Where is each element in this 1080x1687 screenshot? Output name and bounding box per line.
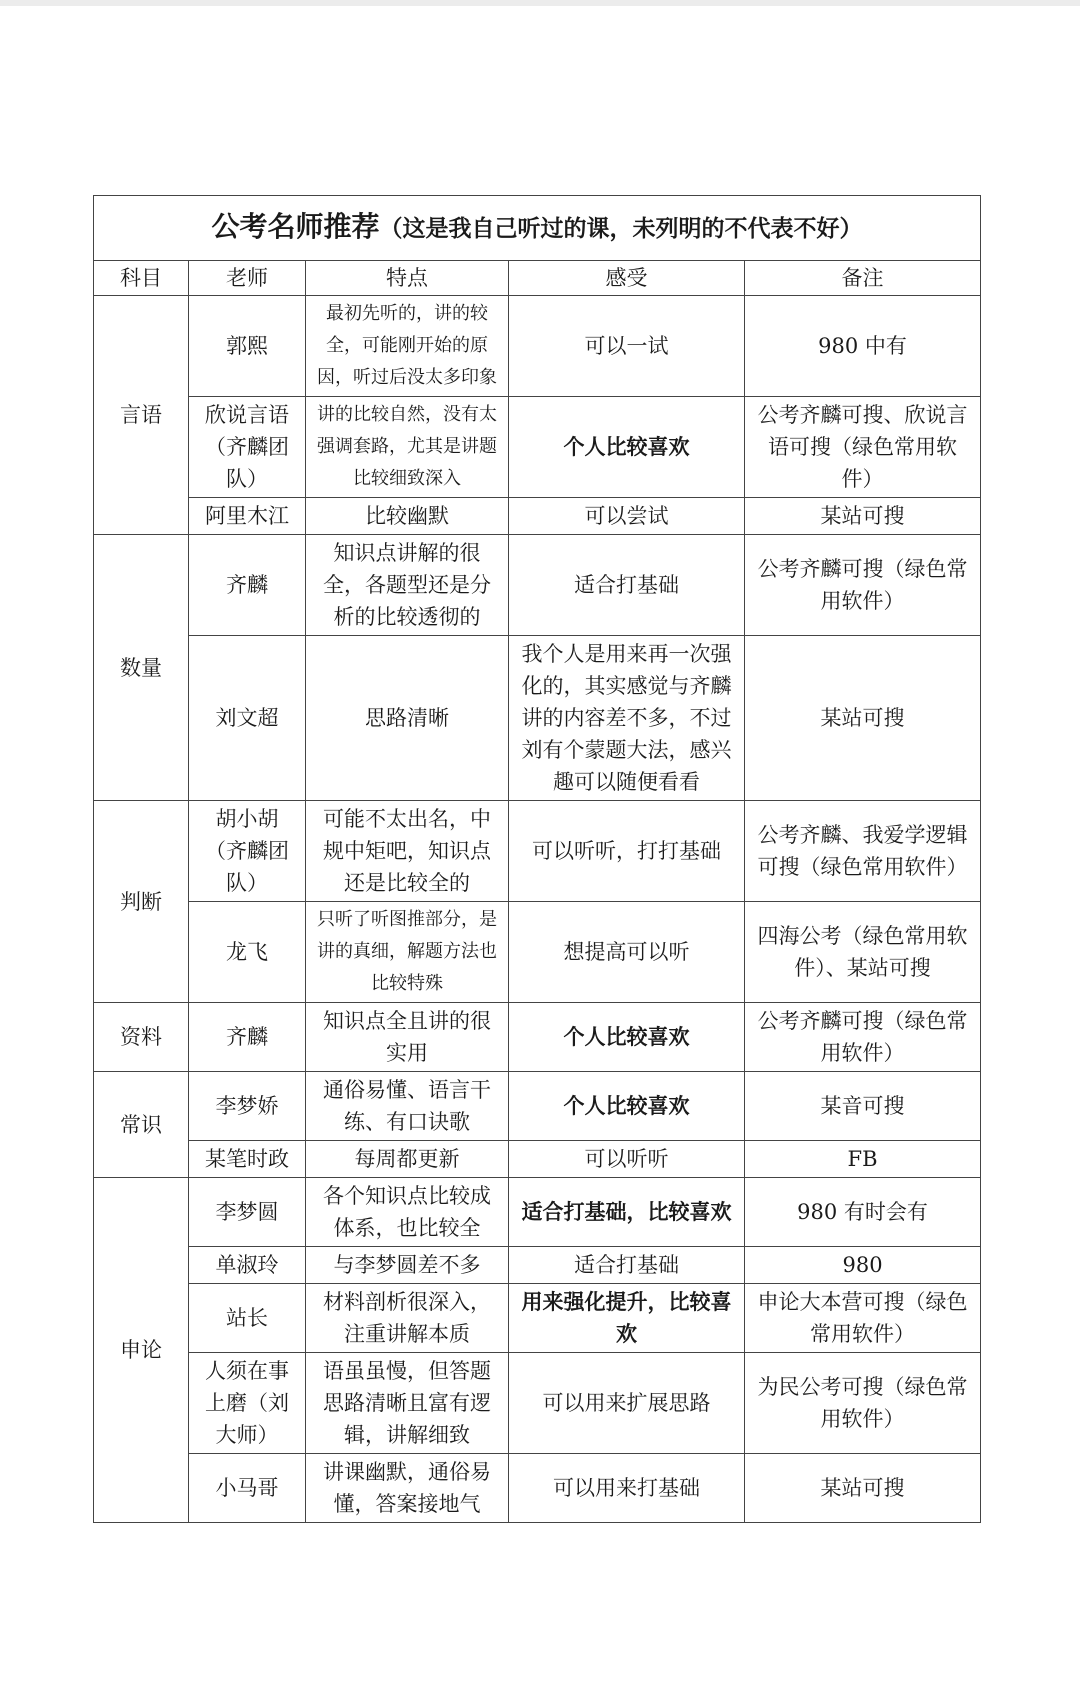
table-row (94, 1072, 981, 1141)
title-subtitle: （这是我自己听过的课，未列明的不代表不好） (379, 216, 863, 242)
feeling-cell: 可以听听 (509, 1141, 745, 1178)
feeling-cell: 用来强化提升，比较喜欢 (509, 1284, 745, 1353)
subject-cell-changshi: 常识 (94, 1072, 189, 1178)
table-row (94, 535, 981, 636)
note-cell: 为民公考可搜（绿色常用软件） (745, 1353, 981, 1454)
feature-cell: 各个知识点比较成体系，也比较全 (306, 1178, 509, 1247)
table-row (94, 902, 981, 1003)
note-cell: 某站可搜 (745, 1454, 981, 1523)
table-row (94, 1003, 981, 1072)
feature-cell: 每周都更新 (306, 1141, 509, 1178)
table-row (94, 1141, 981, 1178)
feature-cell: 通俗易懂、语言干练、有口诀歌 (306, 1072, 509, 1141)
feeling-cell: 我个人是用来再一次强化的，其实感觉与齐麟讲的内容差不多，不过刘有个蒙题大法，感兴趣可以随便看看 (509, 636, 745, 801)
feature-cell: 材料剖析很深入，注重讲解本质 (306, 1284, 509, 1353)
feature-cell: 最初先听的，讲的较全，可能刚开始的原因，听过后没太多印象 (306, 296, 509, 397)
note-cell: 申论大本营可搜（绿色常用软件） (745, 1284, 981, 1353)
feeling-cell: 可以听听，打打基础 (509, 801, 745, 902)
feeling-cell: 想提高可以听 (509, 902, 745, 1003)
teacher-cell: 人须在事上磨（刘大师） (189, 1353, 306, 1454)
feature-cell: 语虽虽慢，但答题思路清晰且富有逻辑，讲解细致 (306, 1353, 509, 1454)
subject-cell-shuliang: 数量 (94, 535, 189, 801)
header-subject: 科目 (94, 261, 189, 296)
feature-cell: 知识点全且讲的很实用 (306, 1003, 509, 1072)
note-cell: 某站可搜 (745, 636, 981, 801)
teacher-cell: 刘文超 (189, 636, 306, 801)
teacher-cell: 胡小胡（齐麟团队） (189, 801, 306, 902)
teacher-cell: 欣说言语（齐麟团队） (189, 397, 306, 498)
feeling-cell: 适合打基础，比较喜欢 (509, 1178, 745, 1247)
top-divider (0, 0, 1080, 6)
note-cell: 公考齐麟可搜（绿色常用软件） (745, 1003, 981, 1072)
header-teacher: 老师 (189, 261, 306, 296)
teacher-cell: 齐麟 (189, 535, 306, 636)
note-cell: 某站可搜 (745, 498, 981, 535)
feeling-cell: 个人比较喜欢 (509, 1072, 745, 1141)
table-row (94, 1284, 981, 1353)
note-cell: 某音可搜 (745, 1072, 981, 1141)
note-cell: 公考齐麟可搜、欣说言语可搜（绿色常用软件） (745, 397, 981, 498)
note-cell: FB (745, 1141, 981, 1178)
header-row (94, 261, 981, 296)
feature-cell: 只听了听图推部分，是讲的真细，解题方法也比较特殊 (306, 902, 509, 1003)
table-row (94, 498, 981, 535)
subject-cell-ziliao: 资料 (94, 1003, 189, 1072)
recommendation-table (93, 195, 981, 1523)
table-row (94, 636, 981, 801)
subject-cell-yanyu: 言语 (94, 296, 189, 535)
teacher-cell: 某笔时政 (189, 1141, 306, 1178)
feeling-cell: 适合打基础 (509, 535, 745, 636)
header-note: 备注 (745, 261, 981, 296)
subject-cell-shenlun: 申论 (94, 1178, 189, 1523)
teacher-cell: 齐麟 (189, 1003, 306, 1072)
header-feature: 特点 (306, 261, 509, 296)
teacher-cell: 站长 (189, 1284, 306, 1353)
table-row (94, 296, 981, 397)
subject-cell-panduan: 判断 (94, 801, 189, 1003)
teacher-cell: 李梦圆 (189, 1178, 306, 1247)
note-cell: 980 有时会有 (745, 1178, 981, 1247)
feeling-cell: 可以用来打基础 (509, 1454, 745, 1523)
feature-cell: 知识点讲解的很全，各题型还是分析的比较透彻的 (306, 535, 509, 636)
teacher-recommendation-sheet (93, 195, 980, 1523)
note-cell: 980 中有 (745, 296, 981, 397)
feature-cell: 讲课幽默，通俗易懂，答案接地气 (306, 1454, 509, 1523)
feeling-cell: 可以尝试 (509, 498, 745, 535)
teacher-cell: 单淑玲 (189, 1247, 306, 1284)
table-row (94, 1178, 981, 1247)
table-title (94, 196, 981, 261)
feature-cell: 与李梦圆差不多 (306, 1247, 509, 1284)
teacher-cell: 小马哥 (189, 1454, 306, 1523)
teacher-cell: 龙飞 (189, 902, 306, 1003)
feature-cell: 讲的比较自然，没有太强调套路，尤其是讲题比较细致深入 (306, 397, 509, 498)
table-row (94, 1353, 981, 1454)
table-row (94, 397, 981, 498)
header-feeling: 感受 (509, 261, 745, 296)
feature-cell: 可能不太出名，中规中矩吧，知识点还是比较全的 (306, 801, 509, 902)
teacher-cell: 阿里木江 (189, 498, 306, 535)
table-row (94, 1454, 981, 1523)
note-cell: 公考齐麟、我爱学逻辑可搜（绿色常用软件） (745, 801, 981, 902)
table-row (94, 1247, 981, 1284)
title-main: 公考名师推荐 (211, 210, 380, 243)
feature-cell: 思路清晰 (306, 636, 509, 801)
table-row (94, 801, 981, 902)
feeling-cell: 个人比较喜欢 (509, 1003, 745, 1072)
teacher-cell: 李梦娇 (189, 1072, 306, 1141)
feeling-cell: 适合打基础 (509, 1247, 745, 1284)
teacher-cell: 郭熙 (189, 296, 306, 397)
note-cell: 公考齐麟可搜（绿色常用软件） (745, 535, 981, 636)
feeling-cell: 可以一试 (509, 296, 745, 397)
note-cell: 四海公考（绿色常用软件）、某站可搜 (745, 902, 981, 1003)
feature-cell: 比较幽默 (306, 498, 509, 535)
note-cell: 980 (745, 1247, 981, 1284)
feeling-cell: 可以用来扩展思路 (509, 1353, 745, 1454)
feeling-cell: 个人比较喜欢 (509, 397, 745, 498)
